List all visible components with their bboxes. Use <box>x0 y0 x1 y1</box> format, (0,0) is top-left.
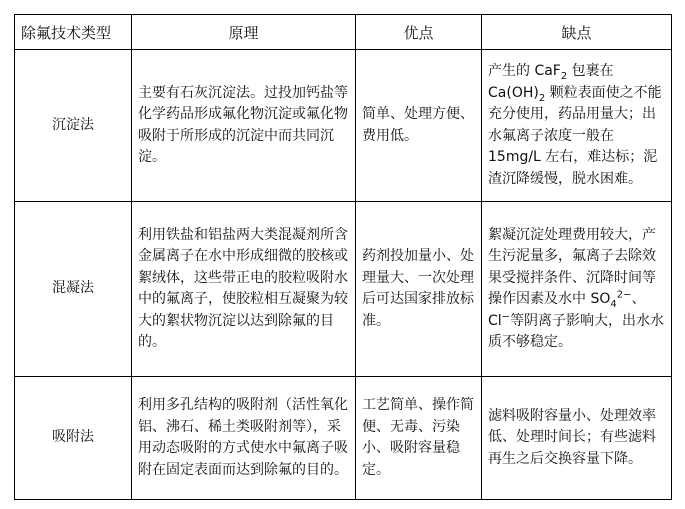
table-row <box>15 377 672 500</box>
header-principle: 原理 <box>132 15 356 50</box>
fluoride-removal-table <box>14 14 672 500</box>
row-advantages: 工艺简单、操作简便、无毒、污染小、吸附容量稳定。 <box>356 377 482 500</box>
row-principle: 利用铁盐和铝盐两大类混凝剂所含金属离子在水中形成细微的胶核或絮绒体，这些带正电的胶粒吸附水中的氟离子，使胶粒相互凝聚为较大的絮状物沉淀以达到除氟的目的。 <box>132 202 356 377</box>
header-row <box>15 15 672 50</box>
row-principle: 主要有石灰沉淀法。过投加钙盐等化学药品形成氟化物沉淀或氟化物吸附于所形成的沉淀中而共同沉淀。 <box>132 50 356 202</box>
row-type: 混凝法 <box>15 202 132 377</box>
row-disadvantages: 滤料吸附容量小、处理效率低、处理时间长；有些滤料再生之后交换容量下降。 <box>482 377 672 500</box>
header-disadvantages: 缺点 <box>482 15 672 50</box>
header-technique-type: 除氟技术类型 <box>15 15 132 50</box>
row-advantages: 简单、处理方便、费用低。 <box>356 50 482 202</box>
row-disadvantages: 絮凝沉淀处理费用较大，产生污泥量多，氟离子去除效果受搅拌条件、沉降时间等操作因素及水中 $SO_4^{2-}$、Cl−等阴离子影响大，出水水质不够稳定。 <box>482 202 672 377</box>
header-advantages: 优点 <box>356 15 482 50</box>
row-type: 吸附法 <box>15 377 132 500</box>
row-disadvantages: 产生的 CaF$_2$ 包裹在 $Ca(OH)_2$ 颗粒表面使之不能充分使用，药品用量大；出水氟离子浓度一般在 15mg/L 左右，难达标；泥渣沉降缓慢，脱水困难。 <box>482 50 672 202</box>
table-row <box>15 50 672 202</box>
row-advantages: 药剂投加量小、处理量大、一次处理后可达国家排放标准。 <box>356 202 482 377</box>
row-principle: 利用多孔结构的吸附剂（活性氧化铝、沸石、稀土类吸附剂等），采用动态吸附的方式使水中氟离子吸附在固定表面而达到除氟的目的。 <box>132 377 356 500</box>
row-type: 沉淀法 <box>15 50 132 202</box>
table-row <box>15 202 672 377</box>
